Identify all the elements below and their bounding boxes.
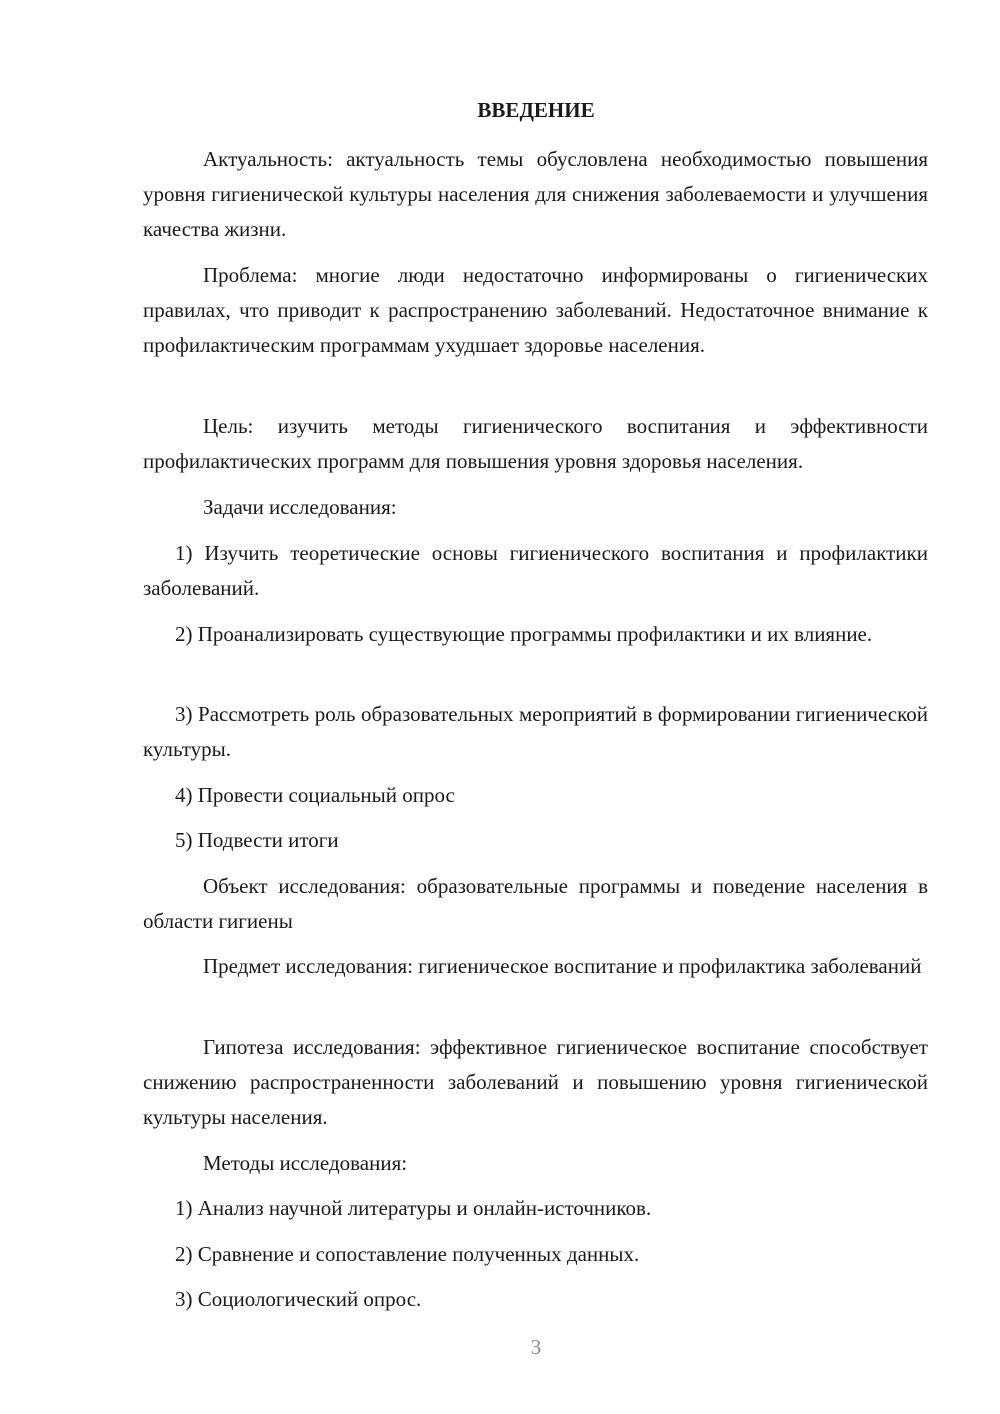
list-item-task-4: 4) Провести социальный опрос — [175, 783, 455, 807]
paragraph-subject: Предмет исследования: гигиеническое воспитание и профилактика заболеваний — [203, 954, 922, 978]
paragraph-methods-heading: Методы исследования: — [203, 1151, 408, 1175]
list-item-method-1: 1) Анализ научной литературы и онлайн-источников. — [175, 1196, 652, 1220]
page-number: 3 — [530, 1335, 542, 1359]
list-item-task-3: 3) Рассмотреть роль образовательных мероприятий в формировании гигиенической культуры. — [143, 702, 928, 761]
paragraph-problem: Проблема: многие люди недостаточно информированы о гигиенических правилах, что приводит к распространению заболеваний. Недостаточное внимание к профилактическим программам ухудшает здоровье населения. — [143, 263, 928, 357]
paragraph-goal: Цель: изучить методы гигиенического воспитания и эффективности профилактических программ для повышения уровня здоровья населения. — [143, 414, 928, 473]
paragraph-object: Объект исследования: образовательные программы и поведение населения в области гигиены — [143, 874, 928, 933]
list-item-task-5: 5) Подвести итоги — [175, 828, 339, 852]
paragraph-hypothesis: Гипотеза исследования: эффективное гигиеническое воспитание способствует снижению распространенности заболеваний и повышению уровня гигиенической культуры населения. — [143, 1035, 928, 1129]
paragraph-relevance: Актуальность: актуальность темы обусловлена необходимостью повышения уровня гигиенической культуры населения для снижения заболеваемости и улучшения качества жизни. — [143, 147, 928, 241]
list-item-task-1: 1) Изучить теоретические основы гигиенического воспитания и профилактики заболеваний. — [143, 541, 928, 600]
list-item-method-2: 2) Сравнение и сопоставление полученных данных. — [175, 1242, 640, 1266]
list-item-method-3: 3) Социологический опрос. — [175, 1287, 422, 1311]
paragraph-tasks-heading: Задачи исследования: — [203, 495, 397, 519]
list-item-task-2: 2) Проанализировать существующие программы профилактики и их влияние. — [175, 622, 873, 646]
page-title: ВВЕДЕНИЕ — [477, 98, 595, 122]
